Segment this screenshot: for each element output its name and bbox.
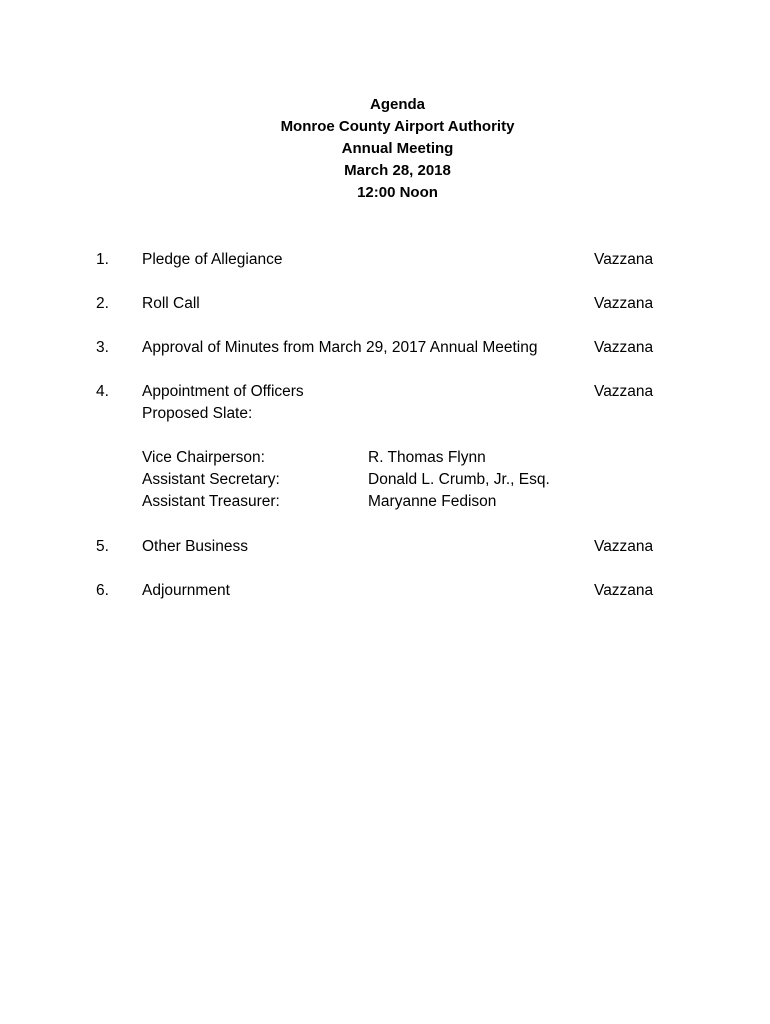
item-title: Other Business xyxy=(142,538,248,555)
item-number: 3. xyxy=(96,339,109,356)
agenda-item xyxy=(0,536,770,558)
agenda-item xyxy=(0,337,770,359)
header-organization: Monroe County Airport Authority xyxy=(280,118,515,135)
agenda-item xyxy=(0,249,770,271)
slate-row xyxy=(0,469,770,491)
header-title: Agenda xyxy=(369,96,425,113)
item-presenter: Vazzana xyxy=(594,295,654,312)
item-number: 6. xyxy=(96,582,109,599)
item-presenter: Vazzana xyxy=(594,538,654,555)
slate-name: R. Thomas Flynn xyxy=(368,449,486,466)
item-presenter: Vazzana xyxy=(594,582,654,599)
slate-role: Vice Chairperson: xyxy=(142,449,265,466)
header-time: 12:00 Noon xyxy=(357,184,438,201)
item-number: 5. xyxy=(96,538,109,555)
agenda-item-subtitle-row xyxy=(0,403,770,425)
item-title: Approval of Minutes from March 29, 2017 Annual Meeting xyxy=(142,339,538,356)
item-title: Pledge of Allegiance xyxy=(142,251,283,268)
item-title: Adjournment xyxy=(142,582,230,599)
item-presenter: Vazzana xyxy=(594,251,654,268)
agenda-item xyxy=(0,381,770,403)
item-presenter: Vazzana xyxy=(594,383,654,400)
item-title: Appointment of Officers xyxy=(142,383,304,400)
slate-name: Donald L. Crumb, Jr., Esq. xyxy=(368,471,550,488)
item-subtitle: Proposed Slate: xyxy=(142,405,253,422)
agenda-header xyxy=(0,94,770,204)
agenda-item xyxy=(0,293,770,315)
header-date: March 28, 2018 xyxy=(344,162,451,179)
slate-name: Maryanne Fedison xyxy=(368,493,497,510)
item-number: 2. xyxy=(96,295,109,312)
item-title: Roll Call xyxy=(142,295,200,312)
slate-row xyxy=(0,447,770,469)
slate-role: Assistant Treasurer: xyxy=(142,493,280,510)
item-number: 1. xyxy=(96,251,109,268)
slate-role: Assistant Secretary: xyxy=(142,471,280,488)
header-meeting-type: Annual Meeting xyxy=(341,140,454,157)
item-presenter: Vazzana xyxy=(594,339,654,356)
agenda-item xyxy=(0,580,770,602)
slate-row xyxy=(0,491,770,513)
item-number: 4. xyxy=(96,383,109,400)
